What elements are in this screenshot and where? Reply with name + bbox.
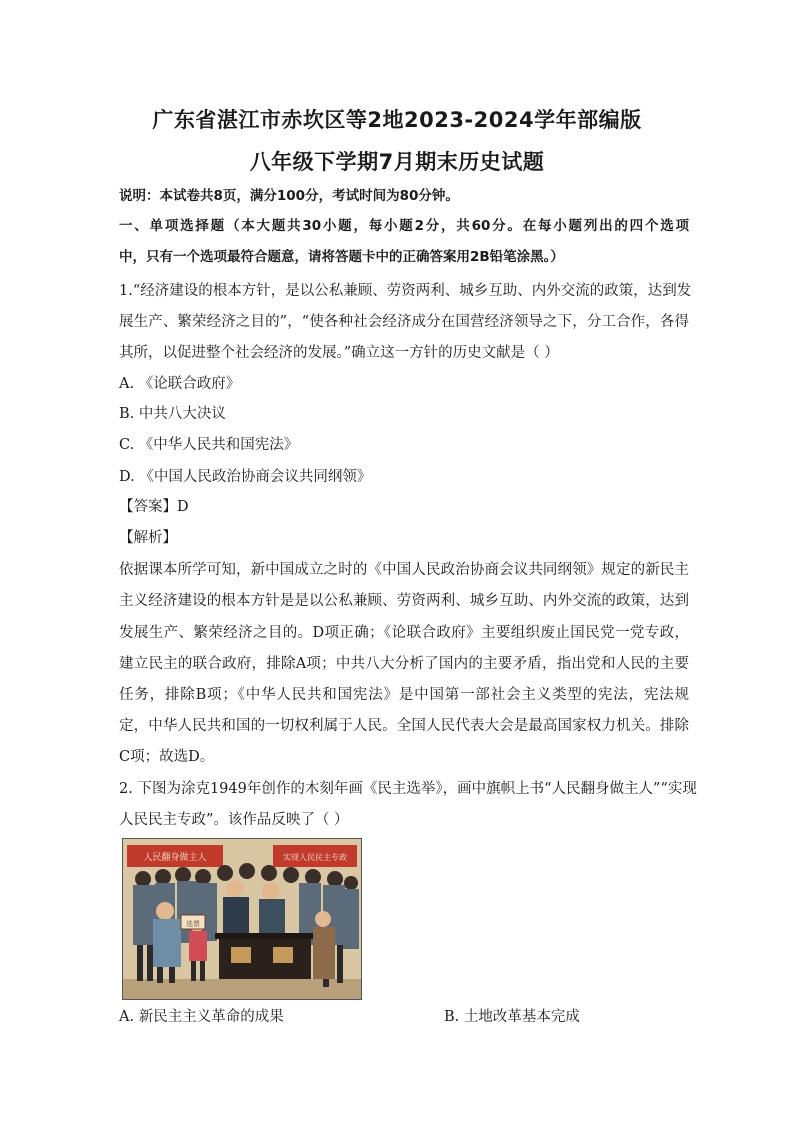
- q1-analysis-line5: 任务，排除B项；《中华人民共和国宪法》是中国第一部社会主义类型的宪法，宪法规: [119, 687, 689, 703]
- exam-title-line2: 八年级下学期7月期末历史试题: [249, 150, 545, 174]
- q1-option-d: D. 《中国人民政治协商会议共同纲领》: [119, 469, 372, 485]
- q1-stem-line1: 1.“经济建设的根本方针，是以公私兼顾、劳资两利、城乡互助、内外交流的政策，达到发: [119, 283, 692, 299]
- q2-option-b: B. 土地改革基本完成: [444, 1009, 580, 1025]
- q1-analysis-line1: 依据课本所学可知，新中国成立之时的《中国人民政治协商会议共同纲领》规定的新民主: [119, 562, 689, 578]
- q1-answer: 【答案】D: [119, 499, 189, 515]
- q1-analysis-line3: 发展生产、繁荣经济之目的。D项正确；《论联合政府》主要组织废止国民党一党专政，: [119, 625, 689, 641]
- q1-option-b: B. 中共八大决议: [119, 406, 226, 422]
- section-heading-line2: 中，只有一个选项最符合题意，请将答题卡中的正确答案用2B铅笔涂黑。）: [119, 249, 564, 265]
- q1-stem-line3: 其所，以促进整个社会经济的发展。”确立这一方针的历史文献是（ ）: [119, 345, 559, 361]
- ballot-sign-text: 选票: [186, 920, 200, 928]
- banner-left-text: 人民翻身做主人: [143, 853, 207, 863]
- q2-option-a: A. 新民主主义革命的成果: [119, 1009, 284, 1025]
- q2-stem-line2: 人民民主专政”。该作品反映了（ ）: [119, 812, 349, 828]
- q1-analysis-label: 【解析】: [119, 530, 177, 546]
- q2-stem-line1: 2. 下图为涂克1949年创作的木刻年画《民主选举》，画中旗帜上书“人民翻身做主人”“实现: [119, 781, 697, 797]
- q1-analysis-line4: 建立民主的联合政府，排除A项；中共八大分析了国内的主要矛盾，指出党和人民的主要: [119, 656, 689, 672]
- exam-title-line1: 广东省湛江市赤坎区等2地2023-2024学年部编版: [152, 108, 642, 132]
- q1-option-a: A. 《论联合政府》: [119, 376, 241, 392]
- section-heading-line1: 一、单项选择题（本大题共30小题，每小题2分，共60分。在每小题列出的四个选项: [119, 218, 689, 234]
- q1-analysis-line2: 主义经济建设的根本方针是是以公私兼顾、劳资两利、城乡互助、内外交流的政策，达到: [119, 593, 689, 609]
- q1-stem-line2: 展生产、繁荣经济之目的”，“使各种社会经济成分在国营经济领导之下，分工合作，各得: [119, 314, 689, 330]
- woodcut-print-image: [122, 838, 362, 1000]
- banner-right-text: 实现人民民主专政: [283, 853, 347, 862]
- q1-analysis-line7: C项；故选D。: [119, 749, 215, 765]
- exam-note: 说明：本试卷共8页，满分100分，考试时间为80分钟。: [119, 188, 459, 204]
- q1-option-c: C. 《中华人民共和国宪法》: [119, 437, 299, 453]
- q1-analysis-line6: 定，中华人民共和国的一切权利属于人民。全国人民代表大会是最高国家权力机关。排除: [119, 718, 689, 734]
